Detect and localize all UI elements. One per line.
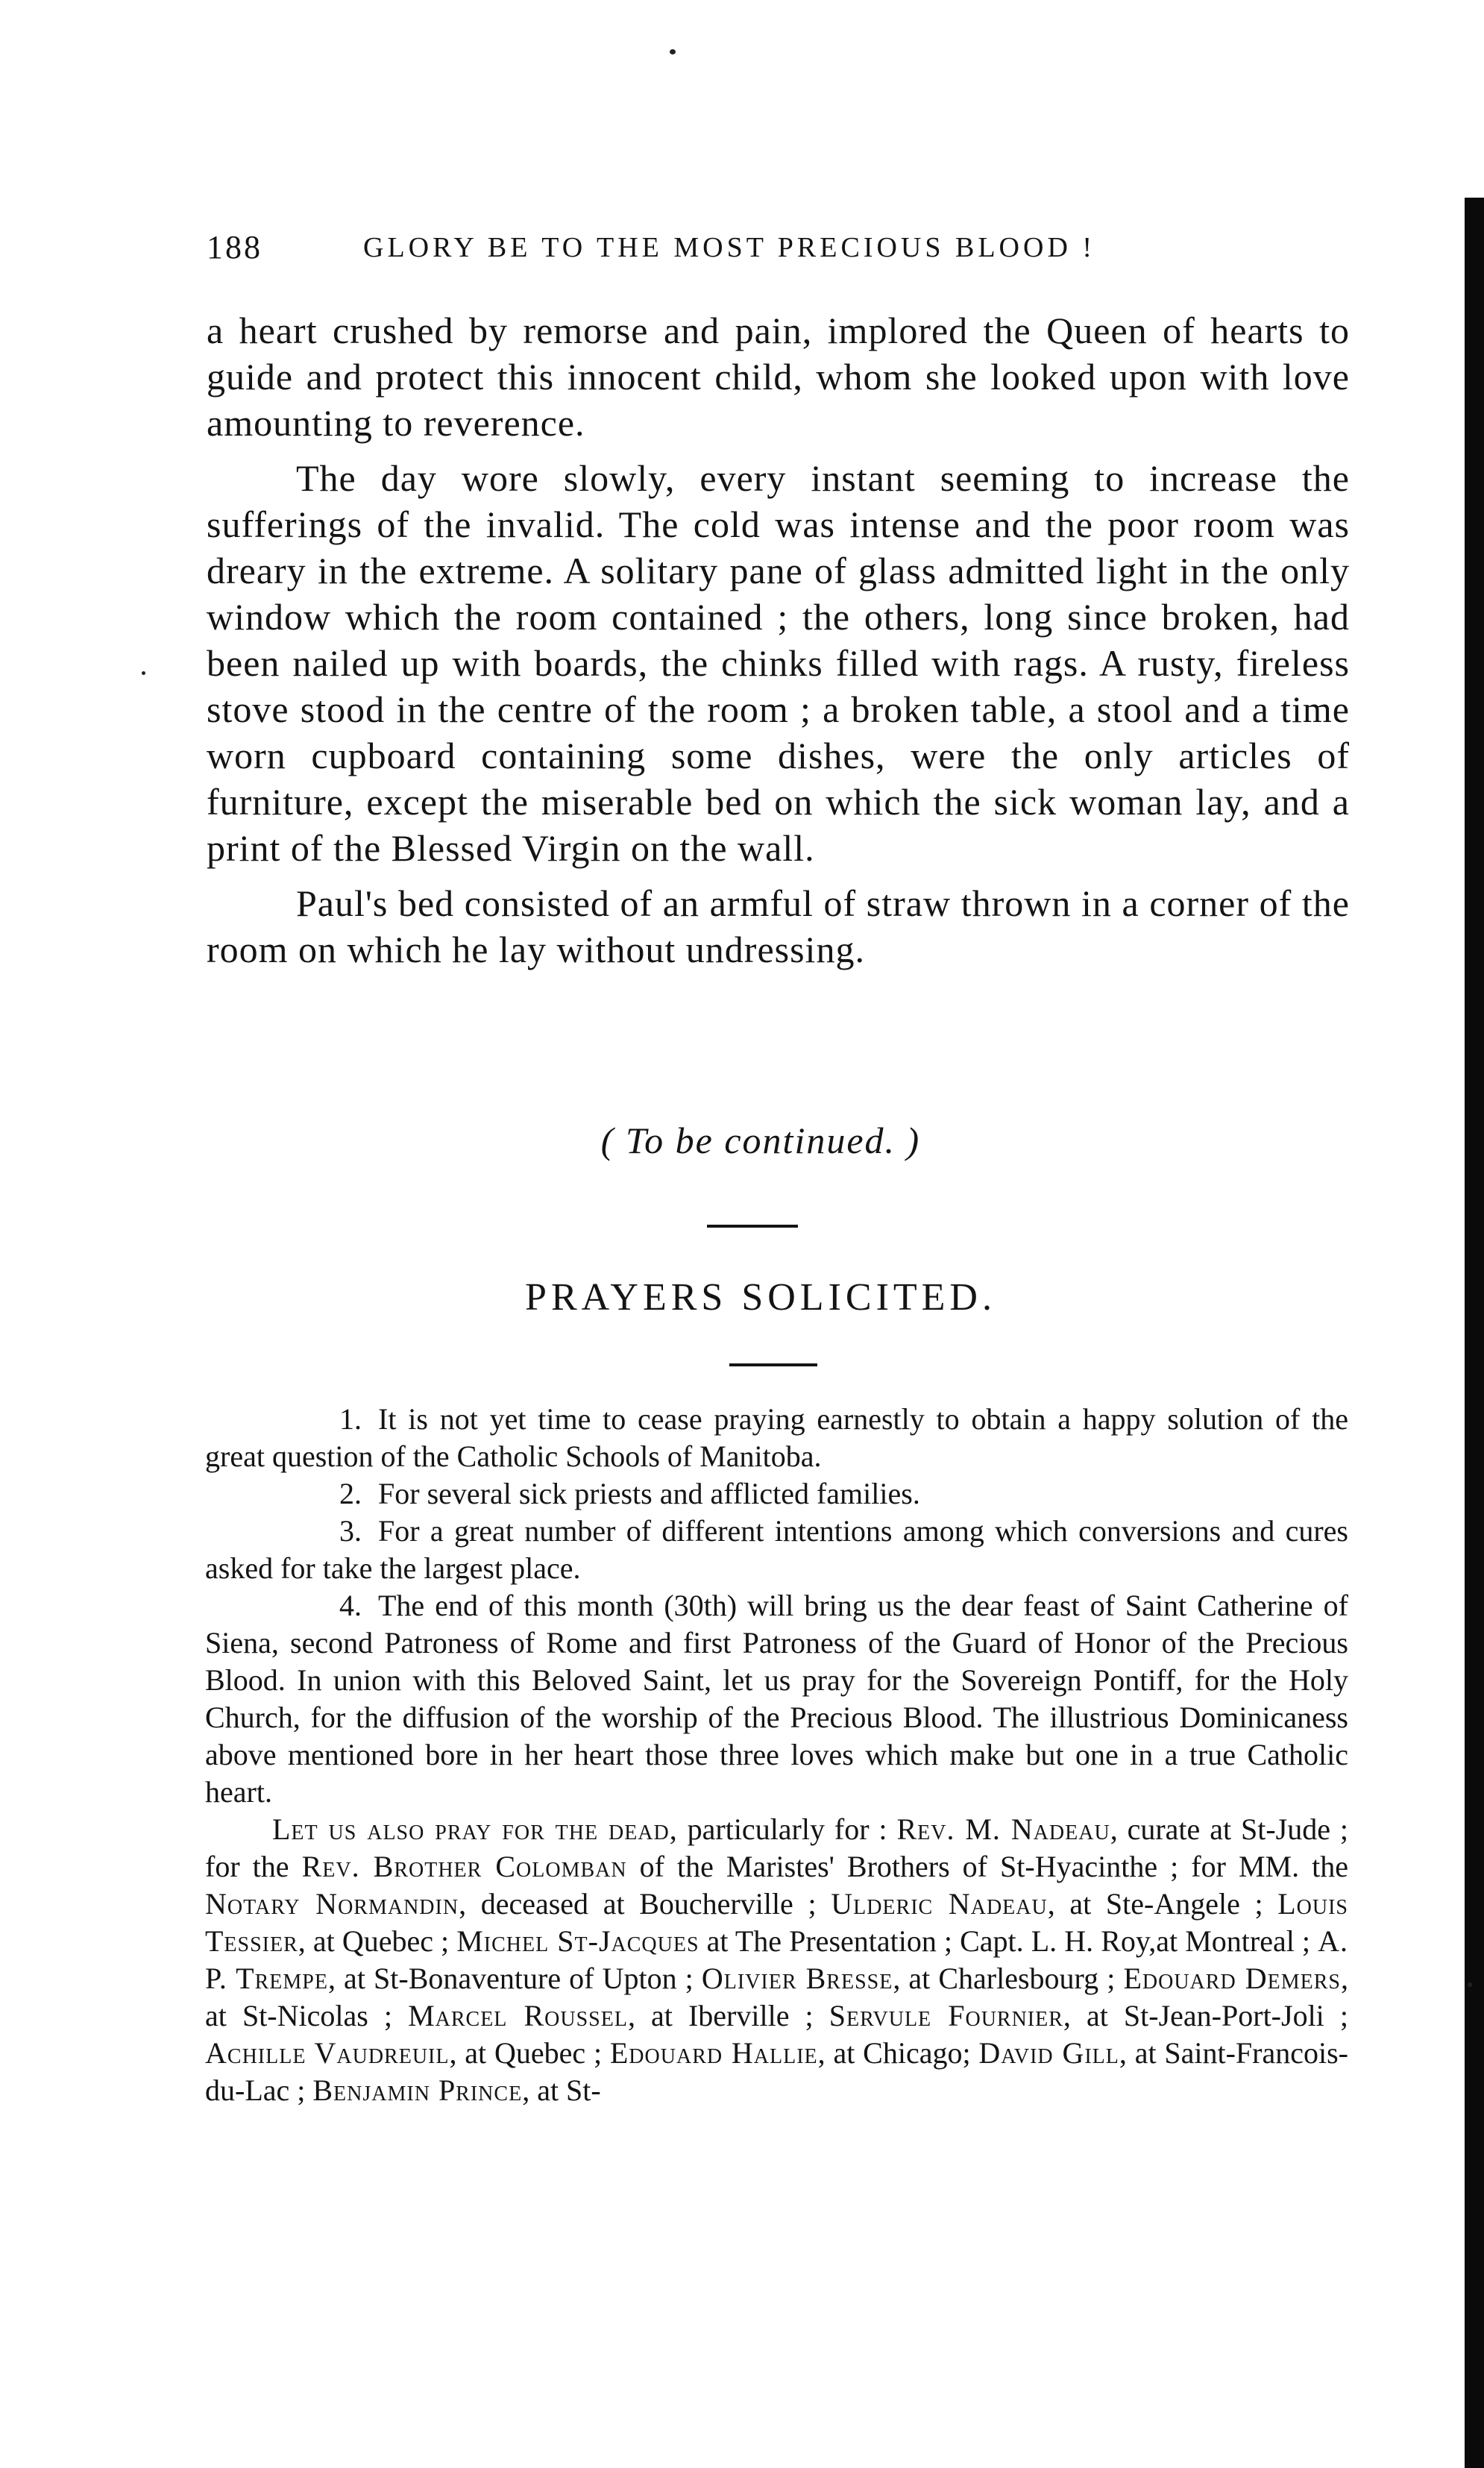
dead-name: Rev. Brother Colomban xyxy=(301,1850,627,1883)
prayer-text: For several sick priests and afflicted families. xyxy=(378,1477,920,1510)
prayer-text: For a great number of different intentions among which conversions and cures asked for take the largest place. xyxy=(205,1514,1348,1585)
prayer-text: It is not yet time to cease praying earnestly to obtain a happy solution of the great question of the Catholic Schools of Manitoba. xyxy=(205,1402,1348,1473)
dead-intro: Let us also pray for the dead, xyxy=(272,1812,678,1846)
to-be-continued: ( To be continued. ) xyxy=(600,1120,921,1161)
dead-text: , at Saint-Francois-du-Lac ; xyxy=(205,2036,1348,2107)
running-head-title: GLORY BE TO THE MOST PRECIOUS BLOOD ! xyxy=(363,232,1096,263)
dead-text: , at St-Jean-Port-Joli ; xyxy=(1063,1999,1348,2032)
dead-text: , at St-Bonaventure of Upton ; xyxy=(327,1962,702,1995)
dead-name: Marcel Roussel xyxy=(408,1999,628,2032)
prayer-text: The end of this month (30th) will bring us the dear feast of Saint Catherine of Siena, second Patroness of Rome and first Patroness of the Guard of Honor of the Precious Blood. In union with this Beloved Saint, let us pray for the Sovereign Pontiff, for the Holy Church, for the diffusion of the worship of the Precious Blood. The illustrious Dominicaness above mentioned bore in her heart those three loves which make but one in a true Catholic heart. xyxy=(205,1589,1348,1809)
dead-name: A. P. Trempe xyxy=(205,1924,1348,1995)
prayer-item xyxy=(205,1475,1348,1513)
dead-name: Ulderic Nadeau xyxy=(831,1887,1048,1921)
divider-rule xyxy=(707,1225,798,1228)
section-title: PRAYERS SOLICITED. xyxy=(525,1276,996,1319)
dead-text: , at Quebec ; xyxy=(449,2036,610,2070)
dead-text: of the Maristes' Brothers of St-Hyacinthe ; for MM. the xyxy=(626,1850,1349,1883)
scan-speck xyxy=(670,49,676,54)
dead-text: , at Iberville ; xyxy=(627,1999,829,2032)
dead-name: Rev. M. Nadeau xyxy=(896,1812,1110,1846)
prayer-number: 2. xyxy=(339,1477,362,1510)
dead-text: , deceased at Boucherville ; xyxy=(459,1887,831,1921)
running-head xyxy=(207,228,1198,273)
dead-name: Michel St-Jacques xyxy=(456,1924,699,1958)
dead-name: Olivier Bresse xyxy=(701,1962,893,1995)
dead-text: , at Chicago; xyxy=(817,2036,979,2070)
page-edge-shadow xyxy=(1465,198,1484,2468)
prayers-list xyxy=(205,1401,1348,2109)
dead-name: Benjamin Prince xyxy=(312,2073,523,2107)
prayer-item xyxy=(205,1513,1348,1587)
prayer-number: 3. xyxy=(339,1514,362,1548)
story-text xyxy=(207,307,1350,982)
dead-name: Louis Tessier xyxy=(205,1887,1349,1958)
dead-text: , at Quebec ; xyxy=(298,1924,457,1958)
dead-text: particularly for : xyxy=(677,1812,897,1846)
prayer-number: 4. xyxy=(339,1589,362,1622)
dead-name: Notary Normandin xyxy=(205,1887,459,1921)
dead-name: Edouard Demers xyxy=(1123,1962,1341,1995)
prayer-dead-list xyxy=(205,1811,1348,2109)
dead-text: , curate at St-Jude ; for the xyxy=(205,1812,1348,1883)
prayer-number: 1. xyxy=(339,1402,362,1436)
dead-name: Achille Vaudreuil xyxy=(205,2036,450,2070)
dead-text: , at Ste-Angele ; xyxy=(1047,1887,1278,1921)
dead-name: Servule Fournier xyxy=(829,1999,1063,2032)
page-number: 188 xyxy=(207,229,262,266)
story-paragraph: The day wore slowly, every instant seeming to increase the sufferings of the invalid. The cold was intense and the poor room was dreary in the extreme. A solitary pane of glass admitted light in the only window which the room contained ; the others, long since broken, had been nailed up with boards, the chinks filled with rags. A rusty, fireless stove stood in the centre of the room ; a broken table, a stool and a time worn cupboard containing some dishes, were the only articles of furniture, except the miserable bed on which the sick woman lay, and a print of the Blessed Virgin on the wall. xyxy=(207,457,1350,869)
scan-speck xyxy=(1468,1982,1472,1987)
dead-text: , at St-Nicolas ; xyxy=(205,1962,1348,2032)
prayer-item xyxy=(205,1587,1348,1811)
story-paragraph: Paul's bed consisted of an armful of straw thrown in a corner of the room on which he lay without undressing. xyxy=(207,882,1350,970)
scan-speck xyxy=(142,671,145,675)
dead-text: , at Charlesbourg ; xyxy=(893,1962,1124,1995)
dead-text: at The Presentation ; Capt. L. H. Roy,at Montreal ; xyxy=(699,1924,1318,1958)
divider-rule xyxy=(729,1363,817,1366)
dead-name: Edouard Hallie xyxy=(609,2036,818,2070)
dead-name: David Gill xyxy=(978,2036,1119,2070)
story-paragraph: a heart crushed by remorse and pain, implored the Queen of hearts to guide and protect this innocent child, whom she looked upon with love amounting to reverence. xyxy=(207,310,1350,444)
prayer-item xyxy=(205,1401,1348,1475)
dead-text: , at St- xyxy=(522,2073,601,2107)
